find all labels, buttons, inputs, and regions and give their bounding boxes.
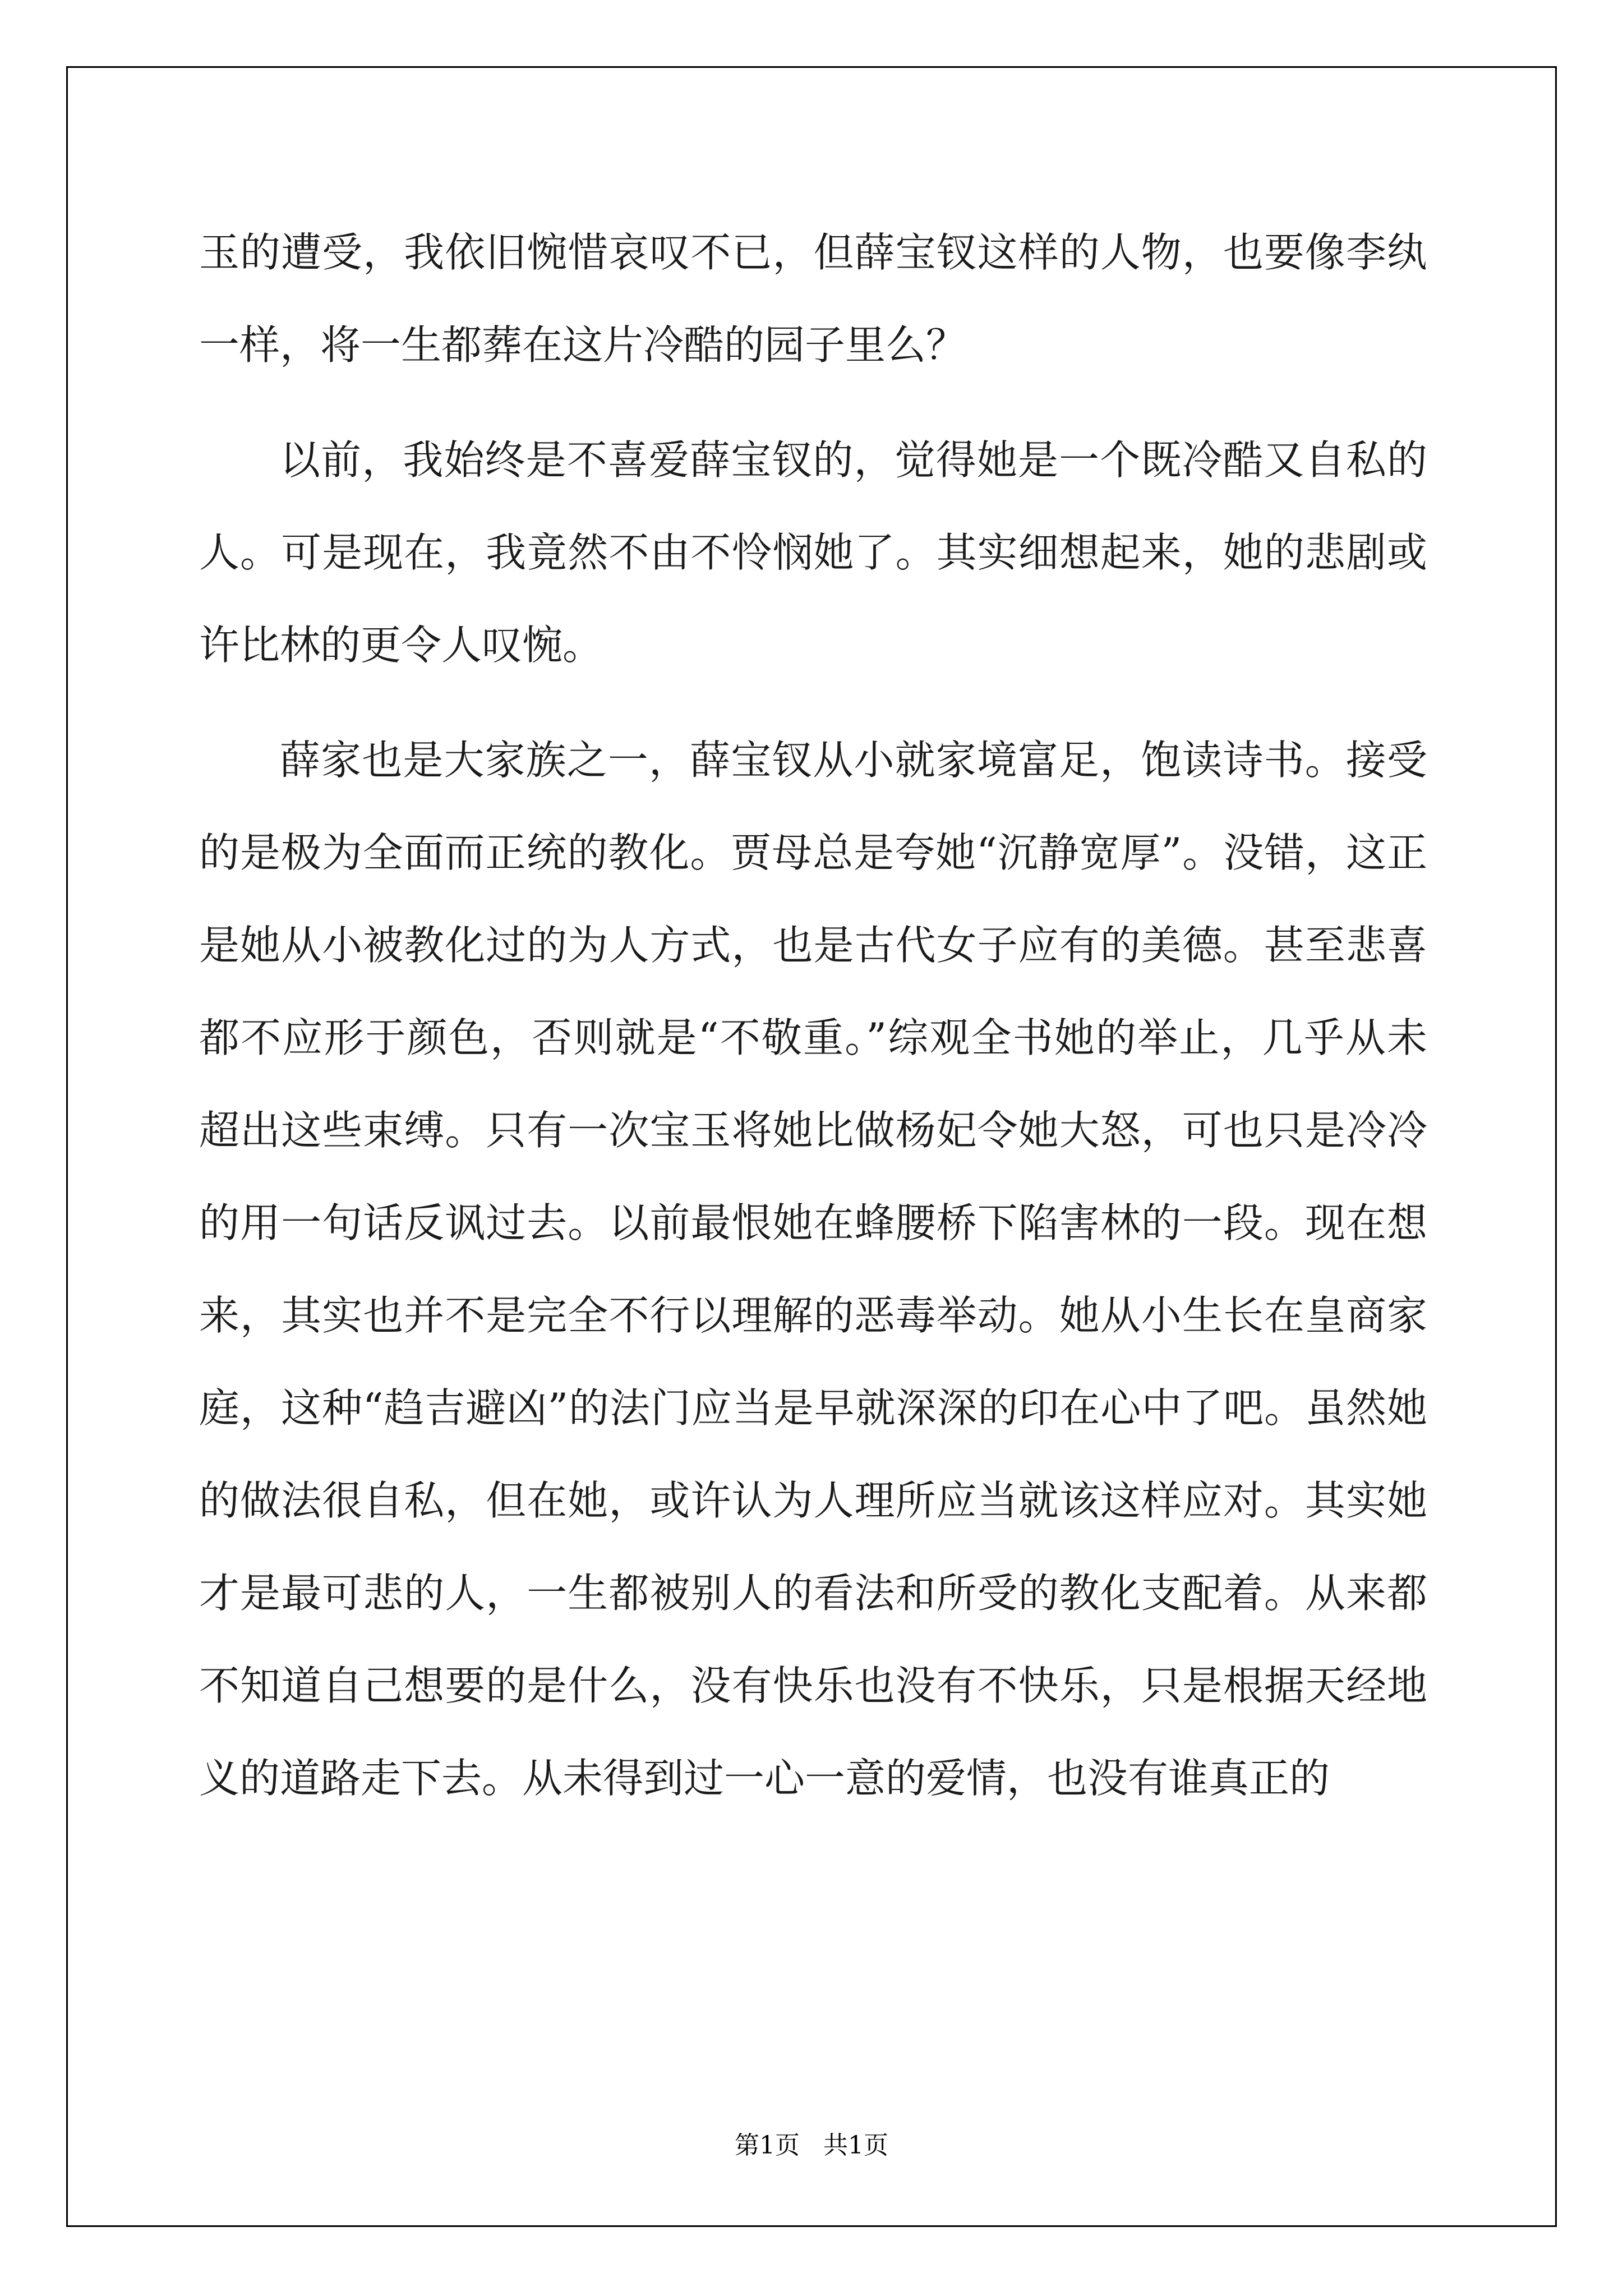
document-body xyxy=(199,206,1427,1825)
paragraph-3: 薛家也是大家族之一，薛宝钗从小就家境富足，饱读诗书。接受的是极为全面而正统的教化。贾母总是夸她“沉静宽厚”。没错，这正是她从小被教化过的为人方式，也是古代女子应有的美德。甚至悲喜都不应形于颜色，否则就是“不敬重。”综观全书她的举止，几乎从未超出这些束缚。只有一次宝玉将她比做杨妃令她大怒，可也只是冷冷的用一句话反讽过去。以前最恨她在蜂腰桥下陷害林的一段。现在想来，其实也并不是完全不行以理解的恶毒举动。她从小生长在皇商家庭，这种“趋吉避凶”的法门应当是早就深深的印在心中了吧。虽然她的做法很自私，但在她，或许认为人理所应当就该这样应对。其实她才是最可悲的人，一生都被别人的看法和所受的教化支配着。从来都不知道自己想要的是什么，没有快乐也没有不快乐，只是根据天经地义的道路走下去。从未得到过一心一意的爱情，也没有谁真正的 xyxy=(199,737,1427,1802)
paragraph-1: 玉的遭受，我依旧惋惜哀叹不已，但薛宝钗这样的人物，也要像李纨一样，将一生都葬在这片冷酷的园子里么？ xyxy=(199,229,1427,369)
page-footer: 第1页 共1页 xyxy=(735,2131,888,2160)
paragraph-2: 以前，我始终是不喜爱薛宝钗的，觉得她是一个既冷酷又自私的人。可是现在，我竟然不由不怜悯她了。其实细想起来，她的悲剧或许比林的更令人叹惋。 xyxy=(199,436,1427,669)
